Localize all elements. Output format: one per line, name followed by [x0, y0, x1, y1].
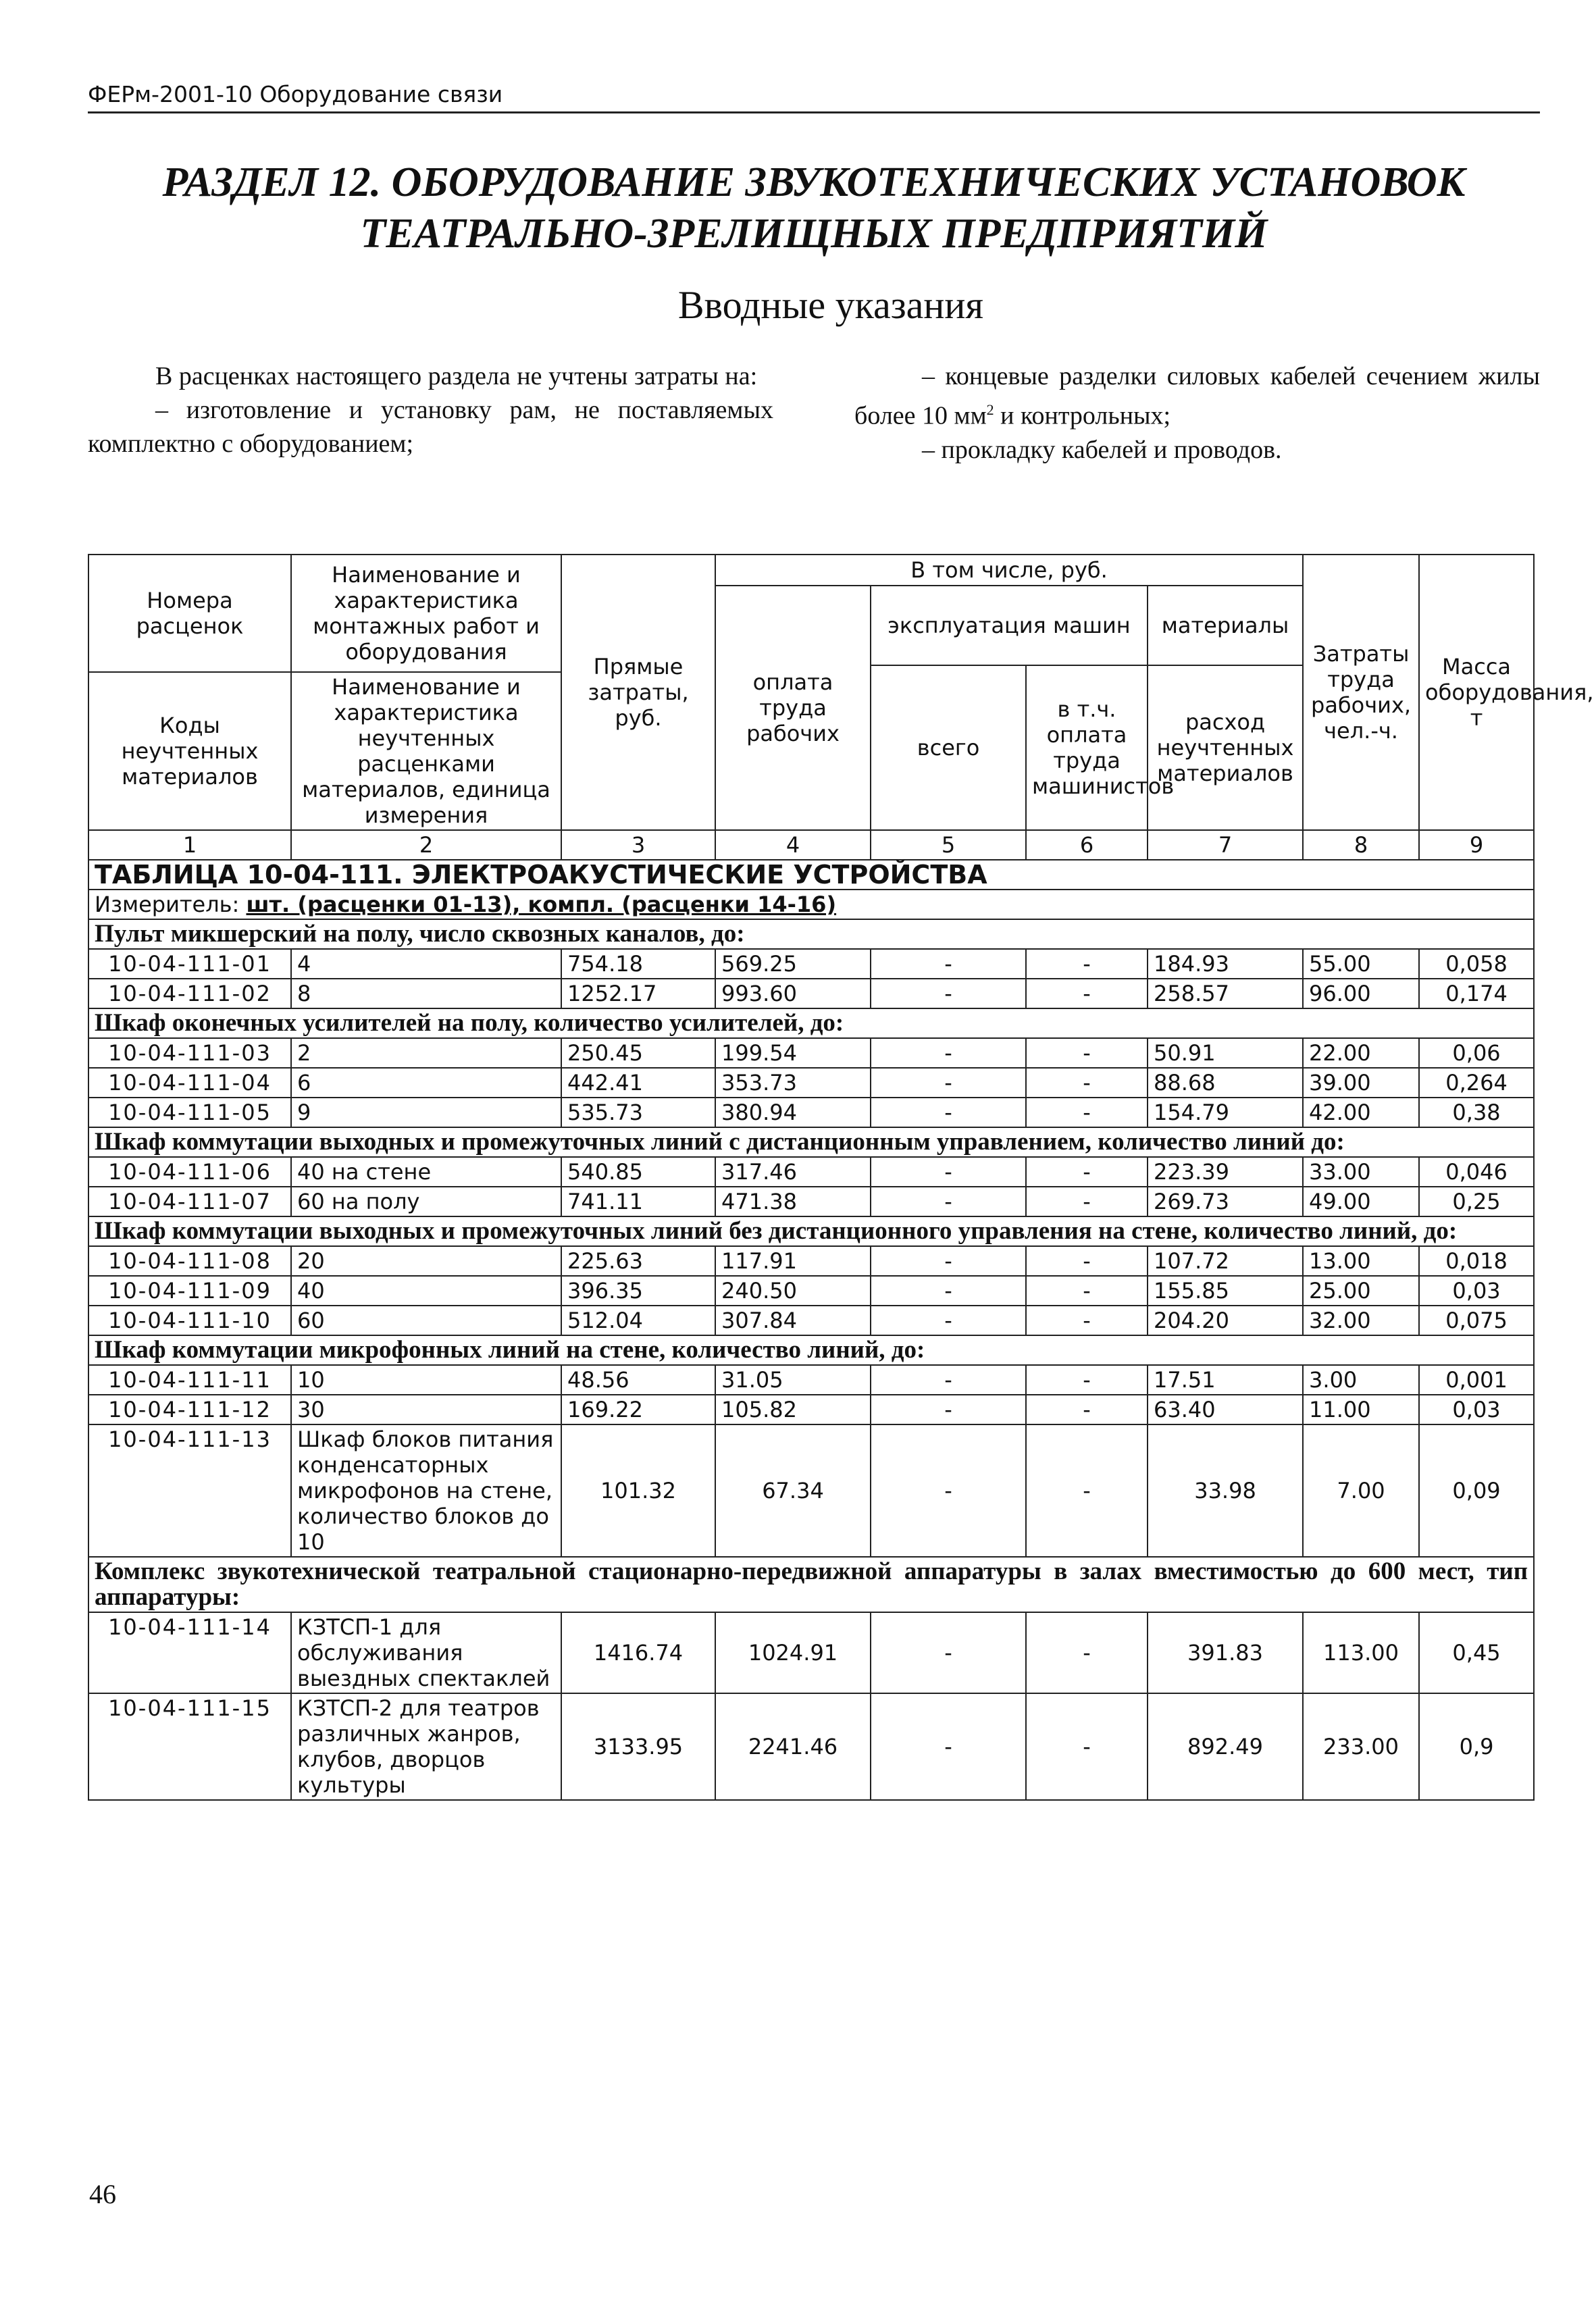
- mass: 0,03: [1419, 1395, 1534, 1424]
- table-row: [88, 1365, 1534, 1395]
- mass: 0,018: [1419, 1246, 1534, 1276]
- group-row: [88, 1216, 1534, 1246]
- header-name: Наименование и характеристика монтажных работ и оборудования: [291, 555, 561, 672]
- machine-wages: -: [1026, 1612, 1148, 1693]
- materials: 892.49: [1148, 1693, 1303, 1800]
- rate-code: 10-04-111-13: [88, 1424, 291, 1557]
- group-title: Шкаф коммутации выходных и промежуточных линий без дистанционного управления на стене, количество линий, до:: [88, 1216, 1534, 1246]
- materials: 88.68: [1148, 1068, 1303, 1098]
- wages: 199.54: [715, 1038, 871, 1068]
- work-name: Шкаф блоков питания конденсаторных микрофонов на стене, количество блоков до 10: [291, 1424, 561, 1557]
- mass: 0,38: [1419, 1098, 1534, 1127]
- mass: 0,45: [1419, 1612, 1534, 1693]
- measure-value: шт. (расценки 01-13), компл. (расценки 14-16): [246, 892, 837, 917]
- wages: 1024.91: [715, 1612, 871, 1693]
- work-name: 40: [291, 1276, 561, 1306]
- rate-code: 10-04-111-10: [88, 1306, 291, 1335]
- rates-table: [88, 554, 1594, 1801]
- direct-costs: 741.11: [561, 1187, 715, 1216]
- running-header: ФЕРм-2001-10 Оборудование связи: [88, 81, 1540, 113]
- group-row: [88, 1557, 1534, 1612]
- column-number: 3: [561, 830, 715, 860]
- wages: 105.82: [715, 1395, 871, 1424]
- direct-costs: 540.85: [561, 1157, 715, 1187]
- group-title: Шкаф оконечных усилителей на полу, количество усилителей, до:: [88, 1008, 1534, 1038]
- superscript: 2: [986, 401, 994, 418]
- machines-total: -: [871, 1068, 1026, 1098]
- table-row: [88, 1395, 1534, 1424]
- machine-wages: -: [1026, 1424, 1148, 1557]
- machines-total: -: [871, 949, 1026, 979]
- machines-total: -: [871, 1187, 1026, 1216]
- machine-wages: -: [1026, 1098, 1148, 1127]
- work-name: 4: [291, 949, 561, 979]
- mass: 0,06: [1419, 1038, 1534, 1068]
- labor: 55.00: [1303, 949, 1419, 979]
- intro-text: – концевые разделки силовых кабелей сечением жилы более 10 мм: [854, 362, 1540, 430]
- table-row: [88, 1038, 1534, 1068]
- labor: 7.00: [1303, 1424, 1419, 1557]
- work-name: КЗТСП-1 для обслуживания выездных спектаклей: [291, 1612, 561, 1693]
- machines-total: -: [871, 1365, 1026, 1395]
- intro-paragraph: [854, 359, 1540, 433]
- labor: 32.00: [1303, 1306, 1419, 1335]
- table-row: [88, 1157, 1534, 1187]
- machines-total: -: [871, 1246, 1026, 1276]
- group-title: Комплекс звукотехнической театральной стационарно-передвижной аппаратуры в залах вместимостью до 600 мест, тип аппаратуры:: [88, 1557, 1534, 1612]
- rate-code: 10-04-111-02: [88, 979, 291, 1008]
- materials: 204.20: [1148, 1306, 1303, 1335]
- machine-wages: -: [1026, 1306, 1148, 1335]
- machine-wages: -: [1026, 1365, 1148, 1395]
- intro-paragraph: – прокладку кабелей и проводов.: [922, 435, 1282, 464]
- section-title-line2: ТЕАТРАЛЬНО-ЗРЕЛИЩНЫХ ПРЕДПРИЯТИЙ: [360, 211, 1268, 257]
- direct-costs: 225.63: [561, 1246, 715, 1276]
- column-number: 5: [871, 830, 1026, 860]
- direct-costs: 512.04: [561, 1306, 715, 1335]
- wages: 380.94: [715, 1098, 871, 1127]
- machine-wages: -: [1026, 949, 1148, 979]
- intro-paragraph: В расценках настоящего раздела не учтены затраты на:: [155, 362, 758, 390]
- table-row: [88, 1068, 1534, 1098]
- work-name: 60: [291, 1306, 561, 1335]
- header-machine-wages: в т.ч. оплата труда машинистов: [1026, 665, 1148, 830]
- group-row: [88, 1127, 1534, 1157]
- materials: 223.39: [1148, 1157, 1303, 1187]
- header-unaccounted: расход неучтенных материалов: [1148, 665, 1303, 830]
- labor: 33.00: [1303, 1157, 1419, 1187]
- machines-total: -: [871, 1395, 1026, 1424]
- machines-total: -: [871, 979, 1026, 1008]
- table-title: ТАБЛИЦА 10-04-111. ЭЛЕКТРОАКУСТИЧЕСКИЕ УСТРОЙСТВА: [88, 860, 1534, 890]
- wages: 993.60: [715, 979, 871, 1008]
- intro-right-column: [854, 359, 1540, 467]
- machine-wages: -: [1026, 1276, 1148, 1306]
- direct-costs: 48.56: [561, 1365, 715, 1395]
- labor: 11.00: [1303, 1395, 1419, 1424]
- labor: 3.00: [1303, 1365, 1419, 1395]
- machine-wages: -: [1026, 1693, 1148, 1800]
- labor: 113.00: [1303, 1612, 1419, 1693]
- table-row: [88, 949, 1534, 979]
- materials: 50.91: [1148, 1038, 1303, 1068]
- mass: 0,001: [1419, 1365, 1534, 1395]
- work-name: КЗТСП-2 для театров различных жанров, клубов, дворцов культуры: [291, 1693, 561, 1800]
- mass: 0,264: [1419, 1068, 1534, 1098]
- header-machines: эксплуатация машин: [871, 586, 1148, 665]
- mass: 0,174: [1419, 979, 1534, 1008]
- labor: 49.00: [1303, 1187, 1419, 1216]
- materials: 63.40: [1148, 1395, 1303, 1424]
- intro-title: Вводные указания: [677, 283, 984, 327]
- direct-costs: 442.41: [561, 1068, 715, 1098]
- materials: 155.85: [1148, 1276, 1303, 1306]
- materials: 269.73: [1148, 1187, 1303, 1216]
- section-title-line1: РАЗДЕЛ 12. ОБОРУДОВАНИЕ ЗВУКОТЕХНИЧЕСКИХ УСТАНОВОК: [162, 159, 1466, 205]
- wages: 317.46: [715, 1157, 871, 1187]
- group-row: [88, 1335, 1534, 1365]
- table-row: [88, 1246, 1534, 1276]
- header-direct-costs: Прямые затраты, руб.: [561, 555, 715, 830]
- group-title: Пульт микшерский на полу, число сквозных каналов, до:: [88, 919, 1534, 949]
- header-total: всего: [871, 665, 1026, 830]
- labor: 22.00: [1303, 1038, 1419, 1068]
- labor: 42.00: [1303, 1098, 1419, 1127]
- direct-costs: 101.32: [561, 1424, 715, 1557]
- mass: 0,09: [1419, 1424, 1534, 1557]
- direct-costs: 535.73: [561, 1098, 715, 1127]
- mass: 0,058: [1419, 949, 1534, 979]
- work-name: 8: [291, 979, 561, 1008]
- direct-costs: 169.22: [561, 1395, 715, 1424]
- header-codes: Коды неучтенных материалов: [88, 672, 291, 830]
- machines-total: -: [871, 1424, 1026, 1557]
- mass: 0,075: [1419, 1306, 1534, 1335]
- wages: 117.91: [715, 1246, 871, 1276]
- labor: 39.00: [1303, 1068, 1419, 1098]
- work-name: 6: [291, 1068, 561, 1098]
- table-row: [88, 1276, 1534, 1306]
- direct-costs: 1416.74: [561, 1612, 715, 1693]
- wages: 31.05: [715, 1365, 871, 1395]
- machines-total: -: [871, 1276, 1026, 1306]
- column-number: 4: [715, 830, 871, 860]
- machines-total: -: [871, 1098, 1026, 1127]
- machine-wages: -: [1026, 1187, 1148, 1216]
- rate-code: 10-04-111-06: [88, 1157, 291, 1187]
- rate-code: 10-04-111-09: [88, 1276, 291, 1306]
- materials: 154.79: [1148, 1098, 1303, 1127]
- intro-text: и контрольных;: [994, 401, 1171, 430]
- work-name: 9: [291, 1098, 561, 1127]
- direct-costs: 250.45: [561, 1038, 715, 1068]
- mass: 0,9: [1419, 1693, 1534, 1800]
- table-row: [88, 1098, 1534, 1127]
- work-name: 60 на полу: [291, 1187, 561, 1216]
- measure-label: Измеритель:: [95, 892, 247, 917]
- page-number: 46: [89, 2179, 116, 2209]
- work-name: 20: [291, 1246, 561, 1276]
- column-number: 2: [291, 830, 561, 860]
- materials: 391.83: [1148, 1612, 1303, 1693]
- machines-total: -: [871, 1612, 1026, 1693]
- rate-code: 10-04-111-14: [88, 1612, 291, 1693]
- mass: 0,25: [1419, 1187, 1534, 1216]
- intro-paragraph: – изготовление и установку рам, не поставляемых комплектно с оборудованием;: [88, 396, 773, 458]
- materials: 17.51: [1148, 1365, 1303, 1395]
- rate-code: 10-04-111-08: [88, 1246, 291, 1276]
- group-title: Шкаф коммутации выходных и промежуточных линий с дистанционным управлением, количество линий до:: [88, 1127, 1534, 1157]
- materials: 107.72: [1148, 1246, 1303, 1276]
- rate-code: 10-04-111-11: [88, 1365, 291, 1395]
- intro-left-column: [88, 359, 773, 461]
- machine-wages: -: [1026, 1038, 1148, 1068]
- labor: 96.00: [1303, 979, 1419, 1008]
- machines-total: -: [871, 1157, 1026, 1187]
- table-row: [88, 1612, 1534, 1693]
- wages: 353.73: [715, 1068, 871, 1098]
- rate-code: 10-04-111-01: [88, 949, 291, 979]
- machine-wages: -: [1026, 1395, 1148, 1424]
- table-row: [88, 1306, 1534, 1335]
- direct-costs: 3133.95: [561, 1693, 715, 1800]
- work-name: 10: [291, 1365, 561, 1395]
- table-row: [88, 1187, 1534, 1216]
- direct-costs: 396.35: [561, 1276, 715, 1306]
- table-row: [88, 1693, 1534, 1800]
- machine-wages: -: [1026, 1157, 1148, 1187]
- group-row: [88, 919, 1534, 949]
- labor: 13.00: [1303, 1246, 1419, 1276]
- wages: 471.38: [715, 1187, 871, 1216]
- wages: 240.50: [715, 1276, 871, 1306]
- wages: 2241.46: [715, 1693, 871, 1800]
- wages: 569.25: [715, 949, 871, 979]
- materials: 258.57: [1148, 979, 1303, 1008]
- column-number: 1: [88, 830, 291, 860]
- header-wages: оплата труда рабочих: [715, 586, 871, 830]
- mass: 0,046: [1419, 1157, 1534, 1187]
- section-title: [88, 157, 1540, 259]
- rate-code: 10-04-111-05: [88, 1098, 291, 1127]
- mass: 0,03: [1419, 1276, 1534, 1306]
- rate-code: 10-04-111-04: [88, 1068, 291, 1098]
- machines-total: -: [871, 1306, 1026, 1335]
- machines-total: -: [871, 1693, 1026, 1800]
- table-row: [88, 979, 1534, 1008]
- rate-code: 10-04-111-03: [88, 1038, 291, 1068]
- wages: 307.84: [715, 1306, 871, 1335]
- wages: 67.34: [715, 1424, 871, 1557]
- machine-wages: -: [1026, 1246, 1148, 1276]
- rate-code: 10-04-111-07: [88, 1187, 291, 1216]
- labor: 25.00: [1303, 1276, 1419, 1306]
- work-name: 30: [291, 1395, 561, 1424]
- machine-wages: -: [1026, 979, 1148, 1008]
- header-materials: материалы: [1148, 586, 1303, 665]
- header-material-name: Наименование и характеристика неучтенных расценками материалов, единица измерения: [291, 672, 561, 830]
- materials: 33.98: [1148, 1424, 1303, 1557]
- machine-wages: -: [1026, 1068, 1148, 1098]
- work-name: 40 на стене: [291, 1157, 561, 1187]
- direct-costs: 1252.17: [561, 979, 715, 1008]
- group-row: [88, 1008, 1534, 1038]
- table-row: [88, 1424, 1534, 1557]
- measure-line: [88, 890, 1534, 919]
- header-labor: Затраты труда рабочих, чел.-ч.: [1303, 555, 1419, 830]
- header-rate-numbers: Номера расценок: [88, 555, 291, 672]
- machines-total: -: [871, 1038, 1026, 1068]
- column-number: 6: [1026, 830, 1148, 860]
- group-title: Шкаф коммутации микрофонных линий на стене, количество линий, до:: [88, 1335, 1534, 1365]
- direct-costs: 754.18: [561, 949, 715, 979]
- column-number: 9: [1419, 830, 1534, 860]
- rate-code: 10-04-111-12: [88, 1395, 291, 1424]
- header-mass: Масса оборудования, т: [1419, 555, 1534, 830]
- rate-code: 10-04-111-15: [88, 1693, 291, 1800]
- column-number: 8: [1303, 830, 1419, 860]
- materials: 184.93: [1148, 949, 1303, 979]
- work-name: 2: [291, 1038, 561, 1068]
- header-including: В том числе, руб.: [715, 555, 1303, 586]
- labor: 233.00: [1303, 1693, 1419, 1800]
- column-number: 7: [1148, 830, 1303, 860]
